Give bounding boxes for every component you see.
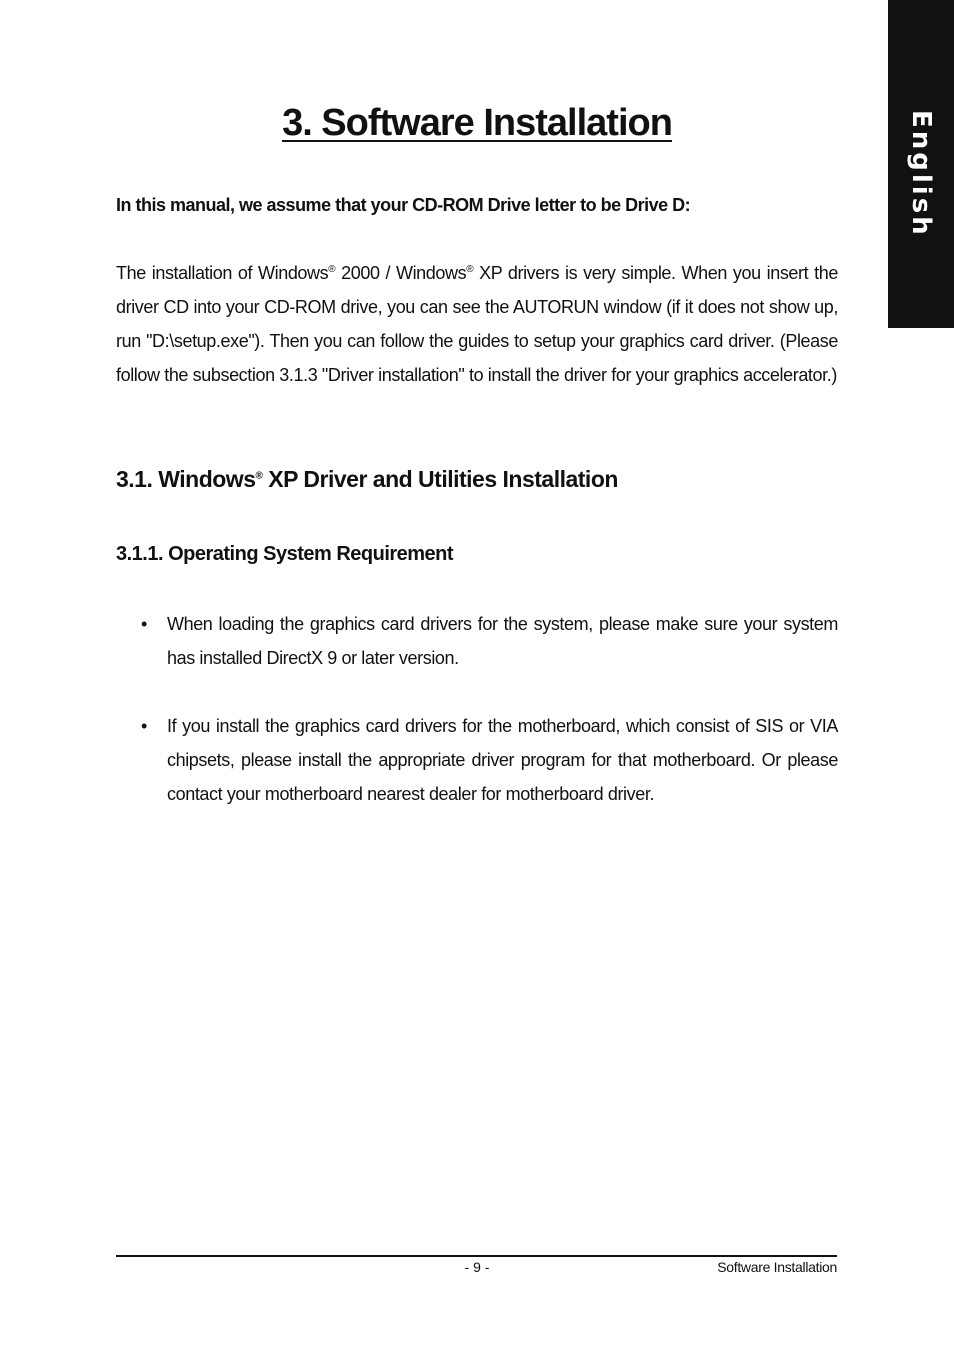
intro-paragraph xyxy=(116,256,838,392)
bullet-marker: • xyxy=(141,716,147,736)
section-heading xyxy=(116,462,838,496)
requirements-list xyxy=(116,607,838,845)
intro-text-part2: 2000 / Windows xyxy=(335,263,467,283)
drive-assumption-note: In this manual, we assume that your CD-ROM Drive letter to be Drive D: xyxy=(116,195,691,215)
page-title-text: 3. Software Installation xyxy=(282,102,672,144)
footer-page-number: - 9 - xyxy=(464,1259,490,1275)
registered-mark: ® xyxy=(466,264,474,275)
subsection-heading: 3.1.1. Operating System Requirement xyxy=(116,543,454,565)
section-heading-suffix: XP Driver and Utilities Installation xyxy=(262,466,618,492)
language-tab xyxy=(888,0,954,328)
list-item xyxy=(116,709,838,811)
page-title xyxy=(0,98,954,148)
language-tab-label: English xyxy=(906,110,936,238)
requirement-text: If you install the graphics card drivers for the motherboard, which consist of SIS or VIA chipsets, please install the appropriate driver program for that motherboard. Or please contact your motherboard nearest dealer for motherboard driver. xyxy=(167,716,838,804)
intro-text-part3: XP drivers is very simple. When you insert the driver CD into your CD-ROM drive, you can see the AUTORUN window (if it does not show up, run "D:\setup.exe"). Then you can follow the guides to setup your graphics card driver. (Please follow the subsection 3.1.3 "Driver installation" to install the driver for your graphics accelerator.) xyxy=(116,263,838,385)
registered-mark: ® xyxy=(328,264,336,275)
bullet-marker: • xyxy=(141,614,147,634)
footer-section-name: Software Installation xyxy=(717,1259,837,1275)
section-heading-prefix: 3.1. Windows xyxy=(116,466,256,492)
registered-mark: ® xyxy=(255,470,263,482)
intro-text-part1: The installation of Windows xyxy=(116,263,329,283)
requirement-text: When loading the graphics card drivers for the system, please make sure your system has installed DirectX 9 or later version. xyxy=(167,614,838,668)
list-item xyxy=(116,607,838,675)
